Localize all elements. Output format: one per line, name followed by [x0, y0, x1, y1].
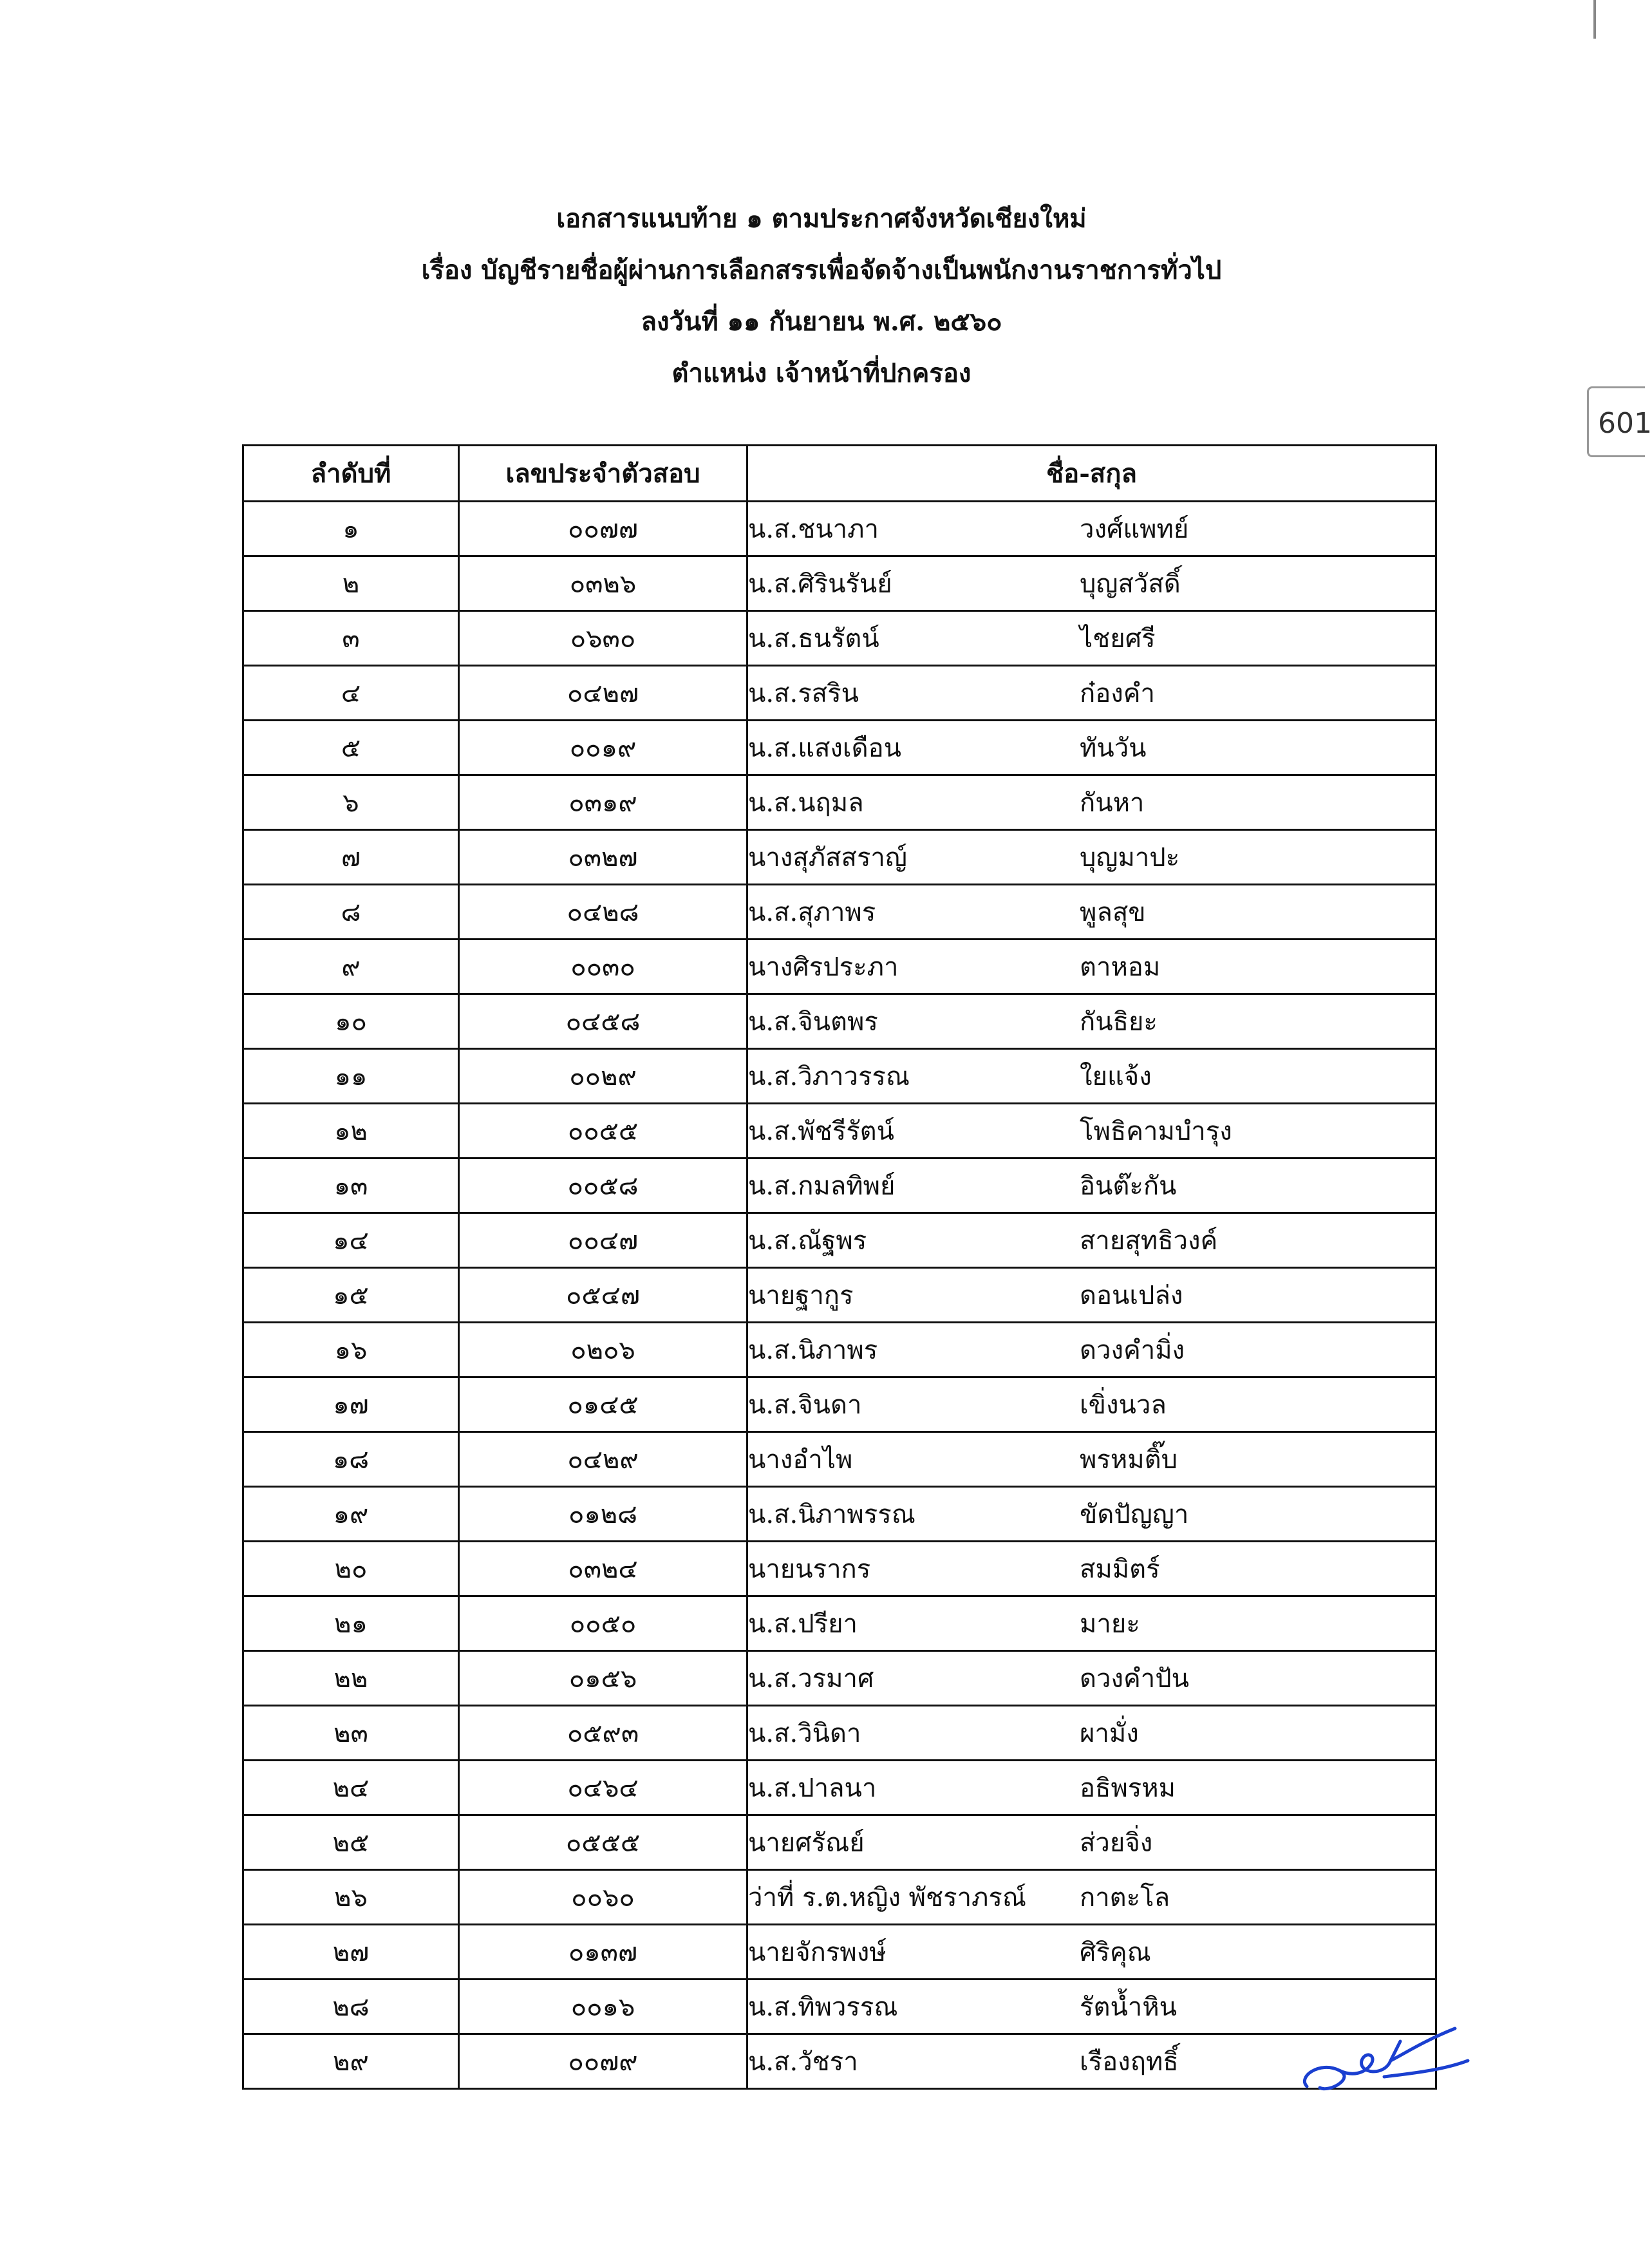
last-name: ก๋องคำ — [1080, 679, 1155, 708]
exam-id-cell: ๐๔๕๘ — [459, 994, 747, 1049]
table-row — [243, 1980, 1436, 2034]
exam-id-cell: ๐๑๒๘ — [459, 1487, 747, 1542]
last-name: ไชยศรี — [1080, 624, 1156, 654]
exam-id-cell: ๐๐๕๘ — [459, 1158, 747, 1213]
order-cell: ๑๙ — [243, 1487, 459, 1542]
exam-id-cell: ๐๓๒๔ — [459, 1542, 747, 1596]
name-cell — [747, 556, 1436, 611]
table-row — [243, 666, 1436, 721]
name-cell — [747, 994, 1436, 1049]
last-name: ศิริคุณ — [1080, 1938, 1151, 1967]
order-cell: ๒๘ — [243, 1980, 459, 2034]
header-line-3: ลงวันที่ ๑๑ กันยายน พ.ศ. ๒๕๖๐ — [641, 307, 1002, 337]
last-name: เรืองฤทธิ์ — [1080, 2047, 1179, 2077]
order-cell: ๑๗ — [243, 1377, 459, 1432]
name-cell — [747, 1542, 1436, 1596]
last-name: อินต๊ะกัน — [1080, 1171, 1177, 1201]
table-row — [243, 1925, 1436, 1980]
order-cell: ๑๒ — [243, 1104, 459, 1158]
name-cell — [747, 1815, 1436, 1870]
exam-id-cell: ๐๕๔๗ — [459, 1268, 747, 1323]
first-name: น.ส.รสริน — [748, 679, 859, 708]
exam-id-cell: ๐๔๒๘ — [459, 885, 747, 940]
first-name: นางสุภัสสราญ์ — [748, 843, 907, 873]
order-cell: ๓ — [243, 611, 459, 666]
table-row — [243, 1870, 1436, 1925]
last-name: ส่วยจิ่ง — [1080, 1828, 1153, 1858]
order-cell: ๑๕ — [243, 1268, 459, 1323]
first-name: น.ส.นฤมล — [748, 788, 864, 818]
exam-id-cell: ๐๓๒๗ — [459, 830, 747, 885]
order-cell: ๑ — [243, 502, 459, 556]
order-cell: ๔ — [243, 666, 459, 721]
first-name: น.ส.วิภาวรรณ — [748, 1062, 910, 1092]
last-name: ดวงคำปัน — [1080, 1664, 1189, 1694]
order-cell: ๑๘ — [243, 1432, 459, 1487]
name-cell — [747, 502, 1436, 556]
name-cell — [747, 1104, 1436, 1158]
name-cell — [747, 1925, 1436, 1980]
last-name: ขัดปัญญา — [1080, 1500, 1189, 1529]
last-name: ใยแจ้ง — [1080, 1062, 1152, 1092]
table-row — [243, 994, 1436, 1049]
table-row — [243, 1104, 1436, 1158]
table-row — [243, 611, 1436, 666]
exam-id-cell: ๐๐๕๐ — [459, 1596, 747, 1651]
name-cell — [747, 1049, 1436, 1104]
first-name: น.ส.แสงเดือน — [748, 733, 901, 763]
table-row — [243, 1815, 1436, 1870]
first-name: น.ส.พัชรีรัตน์ — [748, 1117, 894, 1146]
order-cell: ๒๕ — [243, 1815, 459, 1870]
name-cell — [747, 1706, 1436, 1761]
last-name: สายสุทธิวงค์ — [1080, 1226, 1218, 1256]
document-header — [0, 193, 1643, 399]
name-cell — [747, 666, 1436, 721]
last-name: ดอนเปล่ง — [1080, 1281, 1183, 1310]
table-row — [243, 1487, 1436, 1542]
first-name: น.ส.จินดา — [748, 1390, 862, 1420]
order-cell: ๙ — [243, 940, 459, 994]
name-cell — [747, 611, 1436, 666]
table-row — [243, 1432, 1436, 1487]
table-row — [243, 885, 1436, 940]
first-name: น.ส.วินิดา — [748, 1719, 861, 1748]
table-row — [243, 1706, 1436, 1761]
last-name: ผามั่ง — [1080, 1719, 1139, 1748]
name-cell — [747, 885, 1436, 940]
table-row — [243, 1268, 1436, 1323]
last-name: กาตะโล — [1080, 1883, 1170, 1913]
table-row — [243, 775, 1436, 830]
order-cell: ๖ — [243, 775, 459, 830]
table-body — [243, 502, 1436, 2089]
table-row — [243, 721, 1436, 775]
last-name: ทันวัน — [1080, 733, 1147, 763]
exam-id-cell: ๐๐๑๙ — [459, 721, 747, 775]
table-header-row — [243, 446, 1436, 502]
table-row — [243, 502, 1436, 556]
column-header-name: ชื่อ-สกุล — [747, 446, 1436, 502]
first-name: ว่าที่ ร.ต.หญิง พัชราภรณ์ — [748, 1883, 1027, 1913]
table-row — [243, 1158, 1436, 1213]
last-name: อธิพรหม — [1080, 1773, 1176, 1803]
first-name: น.ส.ทิพวรรณ — [748, 1992, 898, 2022]
order-cell: ๒๑ — [243, 1596, 459, 1651]
last-name: กันธิยะ — [1080, 1007, 1158, 1037]
exam-id-cell: ๐๒๐๖ — [459, 1323, 747, 1377]
first-name: นายฐากูร — [748, 1281, 854, 1310]
exam-id-cell: ๐๐๔๗ — [459, 1213, 747, 1268]
first-name: นายศรัณย์ — [748, 1828, 865, 1858]
table-row — [243, 1596, 1436, 1651]
last-name: มายะ — [1080, 1609, 1140, 1639]
exam-id-cell: ๐๑๓๗ — [459, 1925, 747, 1980]
exam-id-cell: ๐๐๗๗ — [459, 502, 747, 556]
first-name: นายนรากร — [748, 1555, 871, 1584]
last-name: พูลสุข — [1080, 898, 1146, 927]
exam-id-cell: ๐๕๙๓ — [459, 1706, 747, 1761]
first-name: นางศิรประภา — [748, 952, 899, 982]
table-row — [243, 556, 1436, 611]
order-cell: ๒๐ — [243, 1542, 459, 1596]
exam-id-cell: ๐๓๒๖ — [459, 556, 747, 611]
name-cell — [747, 1268, 1436, 1323]
exam-id-cell: ๐๔๒๗ — [459, 666, 747, 721]
first-name: น.ส.ปาลนา — [748, 1773, 877, 1803]
exam-id-cell: ๐๔๖๔ — [459, 1761, 747, 1815]
last-name: ตาหอม — [1080, 952, 1161, 982]
candidate-table — [242, 444, 1437, 2090]
order-cell: ๕ — [243, 721, 459, 775]
page-number-stamp: 601 — [1587, 386, 1645, 457]
order-cell: ๒๓ — [243, 1706, 459, 1761]
first-name: น.ส.ศิรินรันย์ — [748, 569, 892, 599]
first-name: น.ส.นิภาพร — [748, 1336, 878, 1365]
table-row — [243, 1542, 1436, 1596]
table-row — [243, 1213, 1436, 1268]
name-cell — [747, 1651, 1436, 1706]
name-cell — [747, 940, 1436, 994]
last-name: รัตน้ำหิน — [1080, 1992, 1177, 2022]
table-row — [243, 830, 1436, 885]
table-row — [243, 2034, 1436, 2089]
first-name: น.ส.ปรียา — [748, 1609, 858, 1639]
first-name: น.ส.กมลทิพย์ — [748, 1171, 896, 1201]
order-cell: ๒๔ — [243, 1761, 459, 1815]
name-cell — [747, 1158, 1436, 1213]
first-name: น.ส.สุภาพร — [748, 898, 876, 927]
first-name: น.ส.นิภาพรรณ — [748, 1500, 915, 1529]
name-cell — [747, 830, 1436, 885]
exam-id-cell: ๐๐๖๐ — [459, 1870, 747, 1925]
table-row — [243, 1377, 1436, 1432]
exam-id-cell: ๐๓๑๙ — [459, 775, 747, 830]
last-name: โพธิคามบำรุง — [1080, 1117, 1232, 1146]
name-cell — [747, 1377, 1436, 1432]
last-name: บุญสวัสดิ์ — [1080, 569, 1181, 599]
first-name: นายจักรพงษ์ — [748, 1938, 887, 1967]
order-cell: ๒๗ — [243, 1925, 459, 1980]
first-name: น.ส.วัชรา — [748, 2047, 858, 2077]
first-name: น.ส.ชนาภา — [748, 515, 879, 544]
column-header-order: ลำดับที่ — [243, 446, 459, 502]
name-cell — [747, 1761, 1436, 1815]
name-cell — [747, 775, 1436, 830]
table-row — [243, 1761, 1436, 1815]
exam-id-cell: ๐๐๗๙ — [459, 2034, 747, 2089]
last-name: พรหมติ๊บ — [1080, 1445, 1178, 1475]
last-name: บุญมาปะ — [1080, 843, 1180, 873]
table-row — [243, 1651, 1436, 1706]
exam-id-cell: ๐๐๕๕ — [459, 1104, 747, 1158]
exam-id-cell: ๐๐๒๙ — [459, 1049, 747, 1104]
exam-id-cell: ๐๐๑๖ — [459, 1980, 747, 2034]
order-cell: ๑๔ — [243, 1213, 459, 1268]
order-cell: ๒ — [243, 556, 459, 611]
column-header-exam-id: เลขประจำตัวสอบ — [459, 446, 747, 502]
order-cell: ๑๑ — [243, 1049, 459, 1104]
exam-id-cell: ๐๑๕๖ — [459, 1651, 747, 1706]
exam-id-cell: ๐๕๕๕ — [459, 1815, 747, 1870]
first-name: น.ส.จินตพร — [748, 1007, 878, 1037]
name-cell — [747, 1487, 1436, 1542]
exam-id-cell: ๐๐๓๐ — [459, 940, 747, 994]
header-line-2: เรื่อง บัญชีรายชื่อผู้ผ่านการเลือกสรรเพื่อจัดจ้างเป็นพนักงานราชการทั่วไป — [421, 255, 1222, 285]
order-cell: ๒๒ — [243, 1651, 459, 1706]
exam-id-cell: ๐๖๓๐ — [459, 611, 747, 666]
name-cell — [747, 1870, 1436, 1925]
signature-icon — [1294, 2016, 1487, 2106]
name-cell — [747, 721, 1436, 775]
name-cell — [747, 1432, 1436, 1487]
first-name: น.ส.ณัฐพร — [748, 1226, 867, 1256]
table-row — [243, 1049, 1436, 1104]
order-cell: ๑๐ — [243, 994, 459, 1049]
name-cell — [747, 1213, 1436, 1268]
last-name: กันหา — [1080, 788, 1145, 818]
scan-edge-mark — [1593, 0, 1596, 39]
header-line-1: เอกสารแนบท้าย ๑ ตามประกาศจังหวัดเชียงใหม่ — [556, 203, 1087, 234]
last-name: วงศ์แพทย์ — [1080, 515, 1189, 544]
last-name: ดวงคำมิ่ง — [1080, 1336, 1185, 1365]
table-row — [243, 1323, 1436, 1377]
order-cell: ๒๙ — [243, 2034, 459, 2089]
header-line-4: ตำแหน่ง เจ้าหน้าที่ปกครอง — [671, 358, 971, 388]
first-name: น.ส.วรมาศ — [748, 1664, 874, 1694]
exam-id-cell: ๐๔๒๙ — [459, 1432, 747, 1487]
first-name: น.ส.ธนรัตน์ — [748, 624, 879, 654]
order-cell: ๑๖ — [243, 1323, 459, 1377]
last-name: สมมิตร์ — [1080, 1555, 1160, 1584]
order-cell: ๒๖ — [243, 1870, 459, 1925]
order-cell: ๗ — [243, 830, 459, 885]
name-cell — [747, 1596, 1436, 1651]
exam-id-cell: ๐๑๔๕ — [459, 1377, 747, 1432]
name-cell — [747, 1323, 1436, 1377]
order-cell: ๑๓ — [243, 1158, 459, 1213]
last-name: เขิ่งนวล — [1080, 1390, 1167, 1420]
first-name: นางอำไพ — [748, 1445, 853, 1475]
table-row — [243, 940, 1436, 994]
order-cell: ๘ — [243, 885, 459, 940]
